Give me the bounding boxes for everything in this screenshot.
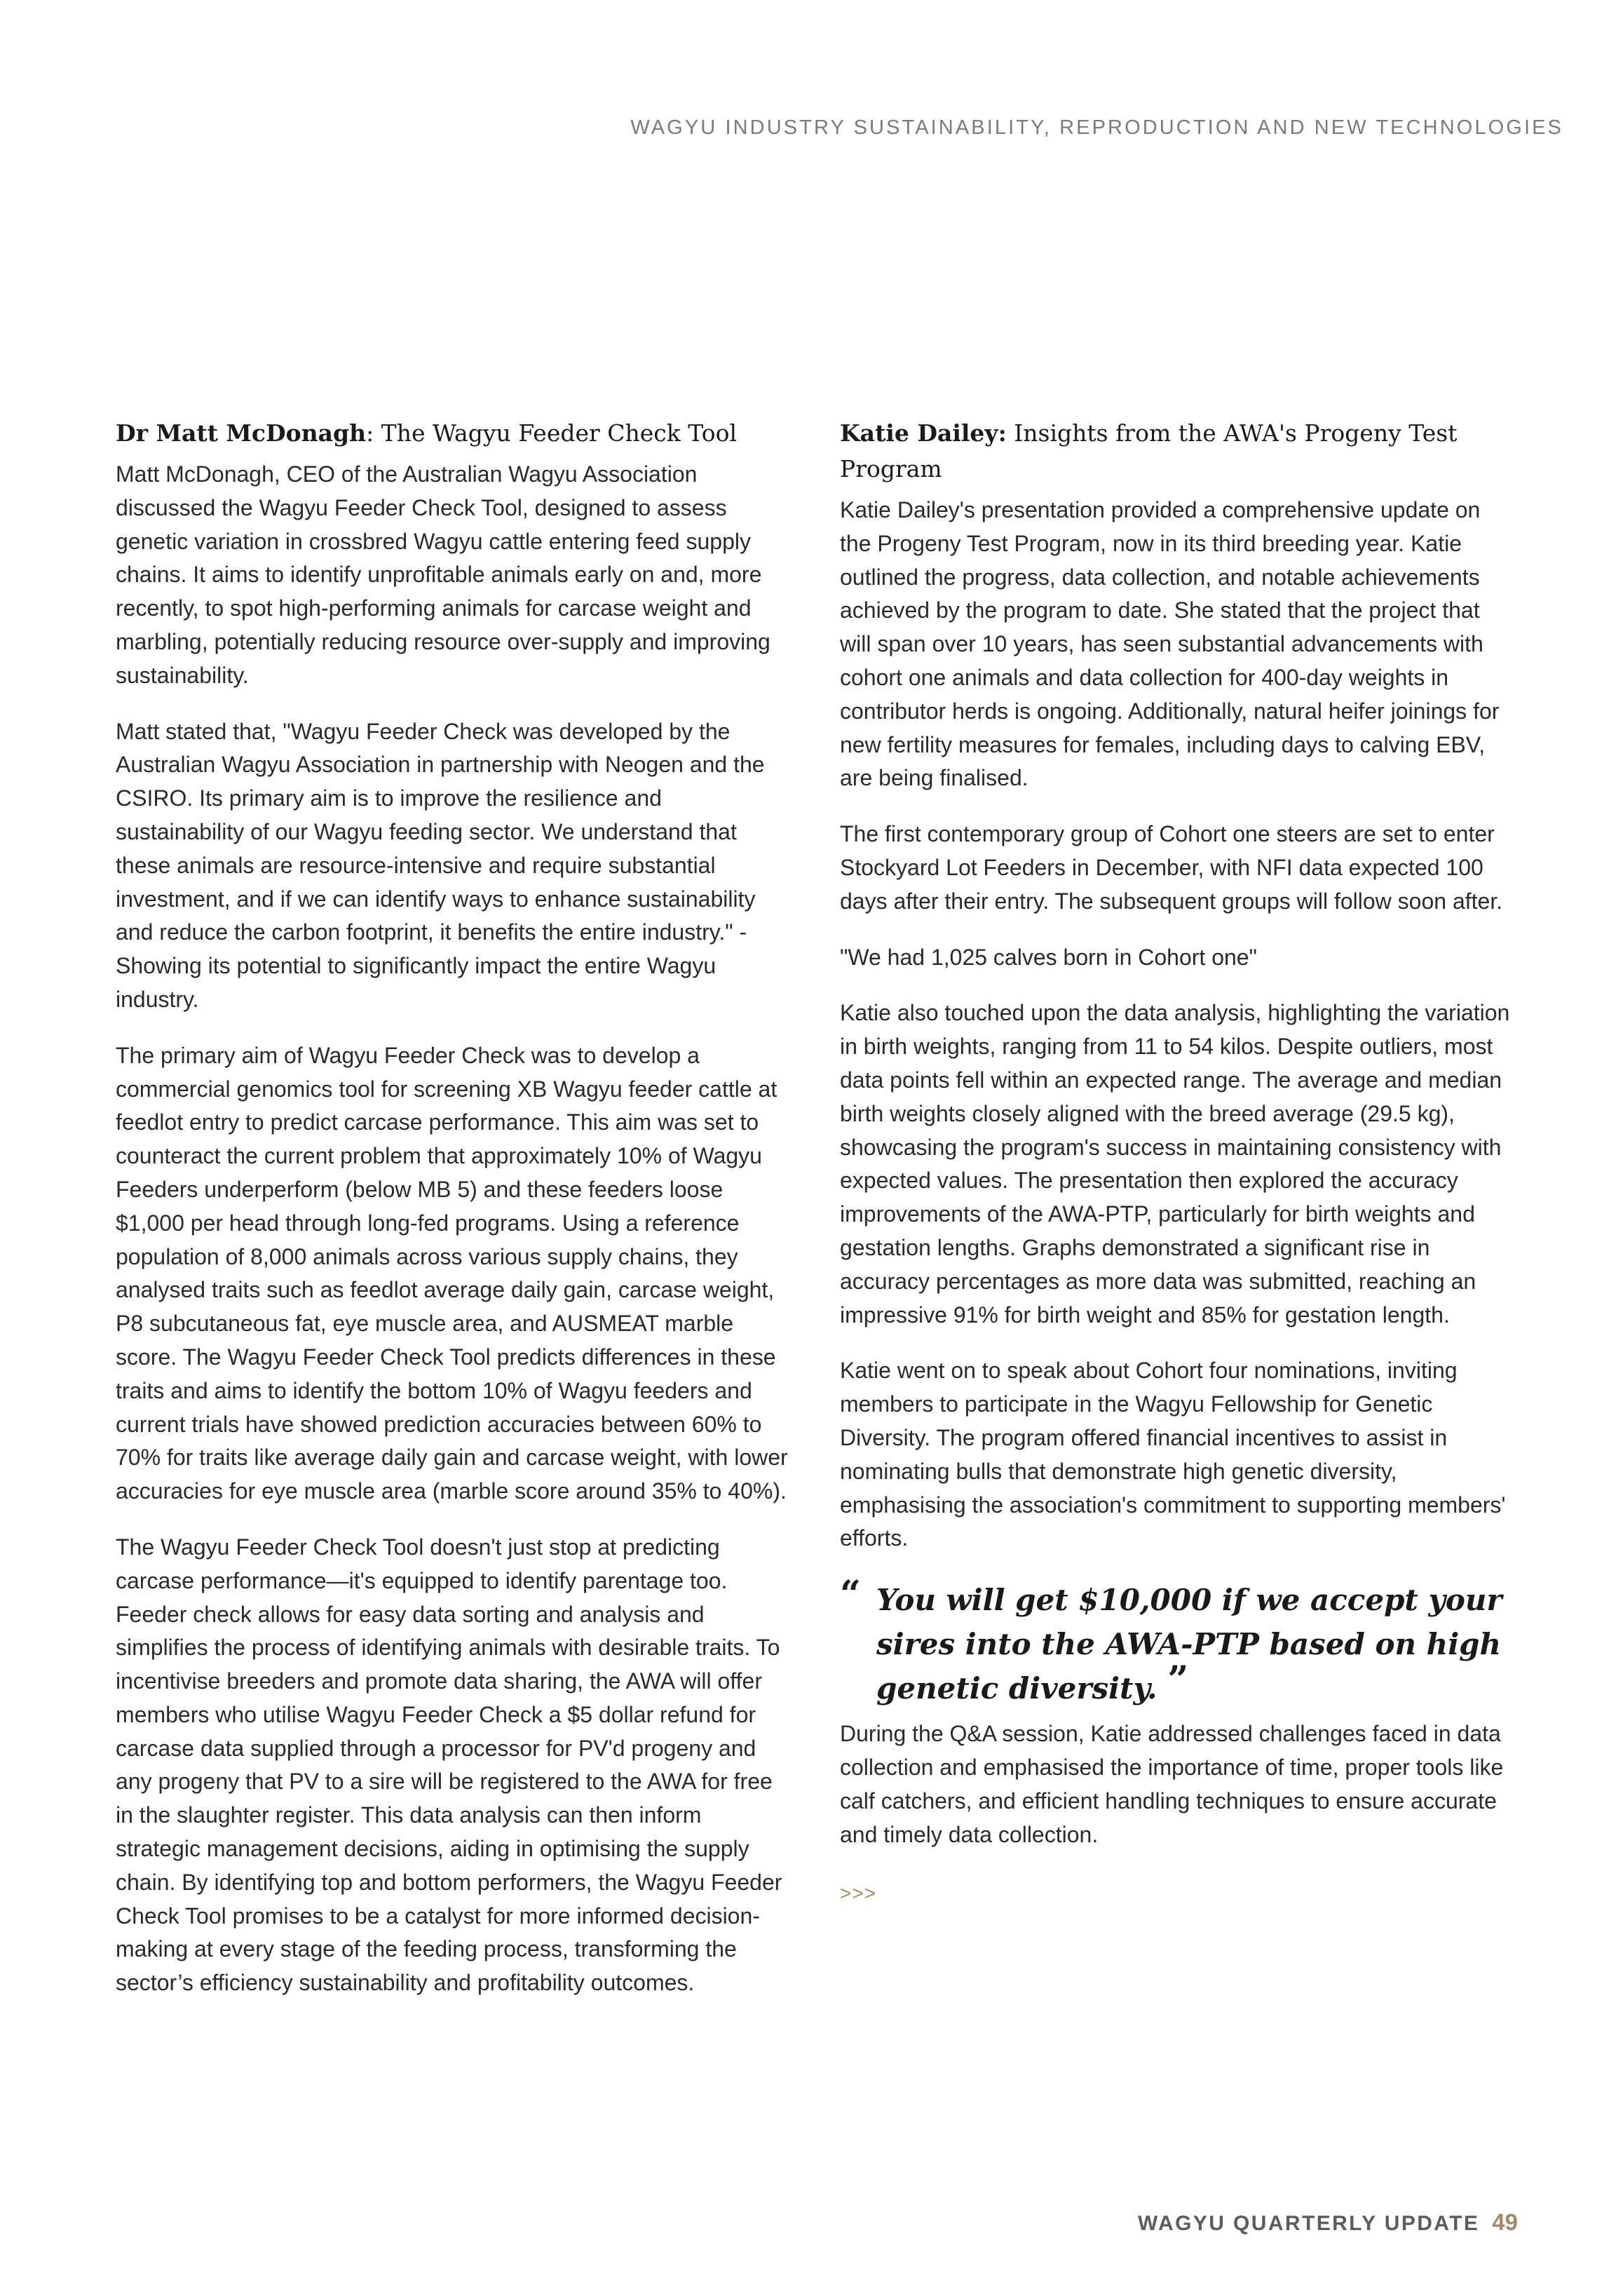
right-paragraph-3: "We had 1,025 calves born in Cohort one" [840,944,1257,970]
right-paragraph-5: Katie went on to speak about Cohort four nominations, inviting members to participate in the Wagyu Fellowship for Genetic Diversity. The program offered financial incentives to assist in nominating bulls that demonstrate high genetic diversity, emphasising the association's commitment to supporting members' efforts. [840,1358,1506,1551]
right-paragraph-1: Katie Dailey's presentation provided a comprehensive update on the Progeny Test Program, now in its third breeding year. Katie outlined the progress, data collection, and notable achievements achieved by the program to date. She stated that the project that will span over 10 years, has seen substantial advancements with cohort one animals and data collection for 400-day weights in contributor herds is ongoing. Additionally, natural heifer joinings for new fertility measures for females, including days to calving EBV, are being finalised. [840,497,1500,791]
footer [1138,2209,1518,2236]
close-quote-icon: ” [1167,1659,1189,1702]
pull-quote [840,1573,1513,1710]
right-paragraph-after-quote: During the Q&A session, Katie addressed challenges faced in data collection and emphasised the importance of time, proper tools like calf catchers, and efficient handling techniques to ensure accurate and timely data collection. [840,1721,1504,1847]
left-column [116,415,789,2022]
footer-title: WAGYU QUARTERLY UPDATE [1137,2212,1480,2235]
right-heading-name: Katie Dailey: [840,419,1007,447]
left-heading-name: Dr Matt McDonagh [116,419,367,447]
left-heading-title: : The Wagyu Feeder Check Tool [366,419,738,447]
right-paragraph-4: Katie also touched upon the data analysis, highlighting the variation in birth weights, ranging from 11 to 54 kilos. Despite outliers, most data points fell within an expected range. The average and median birth weights closely aligned with the breed average (29.5 kg), showcasing the program's success in maintaining consistency with expected values. The presentation then explored the accuracy improvements of the AWA-PTP, particularly for birth weights and gestation lengths. Graphs demonstrated a significant rise in accuracy percentages as more data was submitted, reaching an impressive 91% for birth weight and 85% for gestation length. [840,1000,1510,1328]
open-quote-icon: “ [840,1573,861,1616]
continue-marker: >>> [840,1882,877,1905]
right-heading-title: Insights from the AWA's Progeny Test Program [840,419,1458,482]
page-number: 49 [1492,2209,1518,2235]
right-column [840,415,1513,1910]
left-heading [116,415,789,451]
left-paragraph-3: The primary aim of Wagyu Feeder Check was to develop a commercial genomics tool for screening XB Wagyu feeder cattle at feedlot entry to predict carcase performance. This aim was set to counteract the current problem that approximately 10% of Wagyu Feeders underperform (below MB 5) and these feeders loose $1,000 per head through long-fed programs. Using a reference population of 8,000 animals across various supply chains, they analysed traits such as feedlot average daily gain, carcase weight, P8 subcutaneous fat, eye muscle area, and AUSMEAT marble score. The Wagyu Feeder Check Tool predicts differences in these traits and aims to identify the bottom 10% of Wagyu feeders and current trials have showed prediction accuracies between 60% to 70% for traits like average daily gain and carcase weight, with lower accuracies for eye muscle area (marble score around 35% to 40%). [116,1042,788,1504]
left-paragraph-2: Matt stated that, "Wagyu Feeder Check was developed by the Australian Wagyu Association in partnership with Neogen and the CSIRO. Its primary aim is to improve the resilience and sustainability of our Wagyu feeding sector. We understand that these animals are resource-intensive and require substantial investment, and if we can identify ways to enhance sustainability and reduce the carbon footprint, it benefits the entire industry." - Showing its potential to significantly impact the entire Wagyu industry. [116,718,765,1012]
left-paragraph-1: Matt McDonagh, CEO of the Australian Wagyu Association discussed the Wagyu Feeder Check Tool, designed to assess genetic variation in crossbred Wagyu cattle entering feed supply chains. It aims to identify unprofitable animals early on and, more recently, to spot high-performing animals for carcase weight and marbling, potentially reducing resource over-supply and improving sustainability. [116,461,770,688]
left-paragraph-4: The Wagyu Feeder Check Tool doesn't just stop at predicting carcase performance—it's equipped to identify parentage too. Feeder check allows for easy data sorting and analysis and simplifies the process of identifying animals with desirable traits. To incentivise breeders and promote data sharing, the AWA will offer members who utilise Wagyu Feeder Check a $5 dollar refund for carcase data supplied through a processor for PV'd progeny and any progeny that PV to a sire will be registered to the AWA for free in the slaughter register. This data analysis can then inform strategic management decisions, aiding in optimising the supply chain. By identifying top and bottom performers, the Wagyu Feeder Check Tool promises to be a catalyst for more informed decision-making at every stage of the feeding process, transforming the sector’s efficiency sustainability and profitability outcomes. [116,1534,782,1996]
running-head: WAGYU INDUSTRY SUSTAINABILITY, REPRODUCTION AND NEW TECHNOLOGIES [630,116,1563,139]
right-heading [840,415,1513,487]
right-paragraph-2: The first contemporary group of Cohort one steers are set to enter Stockyard Lot Feeders in December, with NFI data expected 100 days after their entry. The subsequent groups will follow soon after. [840,821,1503,914]
pull-quote-text: You will get $10,000 if we accept your sires into the AWA-PTP based on high genetic diversity. [876,1583,1502,1706]
